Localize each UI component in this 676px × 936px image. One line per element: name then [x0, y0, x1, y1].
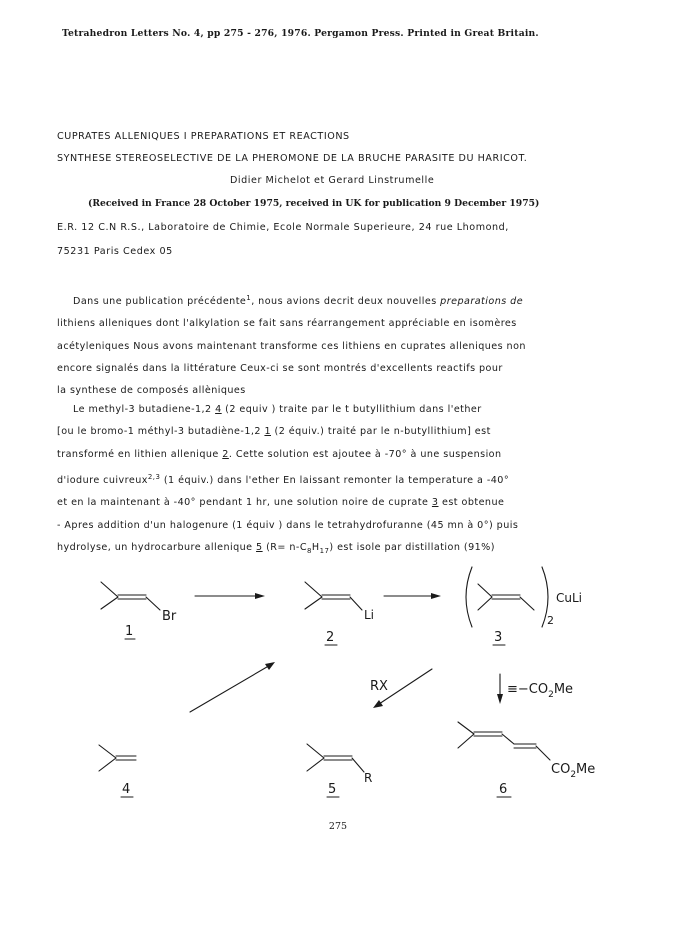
rx-label: RX — [370, 679, 388, 694]
arrowhead-2-to-3 — [431, 593, 441, 599]
compound-1-structure — [101, 582, 160, 610]
arrowhead-3-to-6 — [497, 694, 503, 704]
ester-text: Me — [576, 762, 596, 777]
compound-2-lithium: Li — [364, 608, 375, 622]
emphasis: preparations de — [440, 296, 524, 308]
compound-ref-2: 2 — [222, 448, 229, 460]
ester-text: CO — [551, 762, 571, 777]
title-line-2: SYNTHESE STEREOSELECTIVE DE LA PHEROMONE DE LA BRUCHE PARASITE DU HARICOT. — [57, 153, 528, 164]
page-number: 275 — [328, 821, 348, 832]
paragraph-1-line-5: la synthese de composés allèniques — [57, 385, 246, 397]
compound-3-reagent: CuLi — [556, 591, 583, 605]
compound-ref-4: 4 — [215, 404, 222, 415]
arrowhead-1-to-2 — [255, 593, 265, 599]
compound-5-number: 5 — [328, 782, 337, 797]
journal-header: Tetrahedron Letters No. 4, pp 275 - 276, 1976. Pergamon Press. Printed in Great Britain. — [62, 28, 539, 39]
reference-2-3: 2,3 — [147, 472, 161, 481]
compound-6-ester — [551, 762, 595, 780]
affiliation-line-2: 75231 Paris Cedex 05 — [57, 246, 173, 257]
affiliation-line-1: E.R. 12 C.N R.S., Laboratoire de Chimie, Ecole Normale Superieure, 24 rue Lhomond, — [57, 222, 509, 233]
text: (R= n-C — [262, 541, 307, 553]
compound-6-structure — [458, 722, 550, 760]
text: Dans une publication précédente — [73, 296, 247, 308]
text: d'iodure cuivreux — [57, 475, 148, 487]
compound-ref-3: 3 — [431, 497, 439, 509]
compound-2-number: 2 — [326, 630, 335, 645]
arrowhead-4-to-2 — [265, 662, 275, 670]
title-line-1: CUPRATES ALLENIQUES I PREPARATIONS ET REACTIONS — [57, 131, 350, 142]
compound-4-number: 4 — [122, 782, 131, 797]
compound-3-structure — [466, 567, 548, 627]
compound-5-structure — [307, 744, 364, 772]
compound-1-number: 1 — [125, 624, 134, 639]
compound-3-subscript: 2 — [547, 614, 554, 627]
text: , nous avions decrit deux nouvelles — [251, 296, 441, 308]
reference-1: 1 — [246, 294, 252, 302]
ester-reagent — [507, 682, 573, 700]
ester-subscript: 2 — [570, 770, 577, 780]
paragraph-2-line-6: - Apres addition d'un halogenure (1 équiv ) dans le tetrahydrofuranne (45 mn à 0°) puis — [57, 519, 519, 531]
paragraph-1-line-4: encore signalés dans la littérature Ceux-ci se sont montrés d'excellents reactifs pour — [57, 363, 503, 375]
text: [ou le bromo-1 méthyl-3 butadiène-1,2 — [57, 426, 265, 438]
text: H — [311, 541, 320, 553]
compound-ref-1: 1 — [264, 426, 271, 438]
compound-2-structure — [305, 582, 362, 610]
text: est obtenue — [438, 497, 505, 509]
subscript: 17 — [319, 546, 330, 555]
authors: Didier Michelot et Gerard Linstrumelle — [230, 175, 435, 186]
compound-5-r-group: R — [364, 771, 373, 785]
text: . Cette solution est ajoutee à -70° à une suspension — [228, 448, 502, 460]
compound-4-structure — [99, 745, 136, 771]
compound-3-number: 3 — [494, 630, 503, 645]
paragraph-1-line-3: acétyleniques Nous avons maintenant transforme ces lithiens en cuprates alleniques non — [57, 340, 526, 352]
compound-6-number: 6 — [499, 782, 508, 797]
subscript: 8 — [307, 546, 312, 555]
paragraph-1-line-2: lithiens alleniques dont l'alkylation se fait sans réarrangement appréciable en isomères — [57, 318, 517, 330]
text: transformé en lithien allenique — [57, 448, 223, 460]
compound-1-bromine: Br — [162, 609, 177, 624]
text: Le methyl-3 butadiene-1,2 — [73, 404, 216, 415]
reagent-subscript: 2 — [548, 690, 554, 700]
text: hydrolyse, un hydrocarbure allenique — [57, 541, 257, 553]
text: (1 équiv.) dans l'ether En laissant remonter la temperature a -40° — [160, 475, 510, 487]
reagent-text: Me — [553, 682, 574, 697]
text: (2 équiv.) traité par le n-butyllithium] est — [271, 426, 491, 438]
text: et en la maintenant à -40° pendant 1 hr, une solution noire de cuprate — [57, 497, 432, 509]
compound-ref-5: 5 — [256, 541, 263, 553]
text: ) est isole par distillation (91%) — [329, 541, 495, 553]
arrowhead-3-to-5 — [373, 700, 383, 708]
received-line: (Received in France 28 October 1975, received in UK for publication 9 December 1975) — [88, 198, 540, 209]
text: (2 equiv ) traite par le t butyllithium dans l'ether — [221, 404, 482, 415]
reagent-text: ≡−CO — [507, 682, 549, 697]
arrow-4-to-2 — [190, 664, 272, 712]
